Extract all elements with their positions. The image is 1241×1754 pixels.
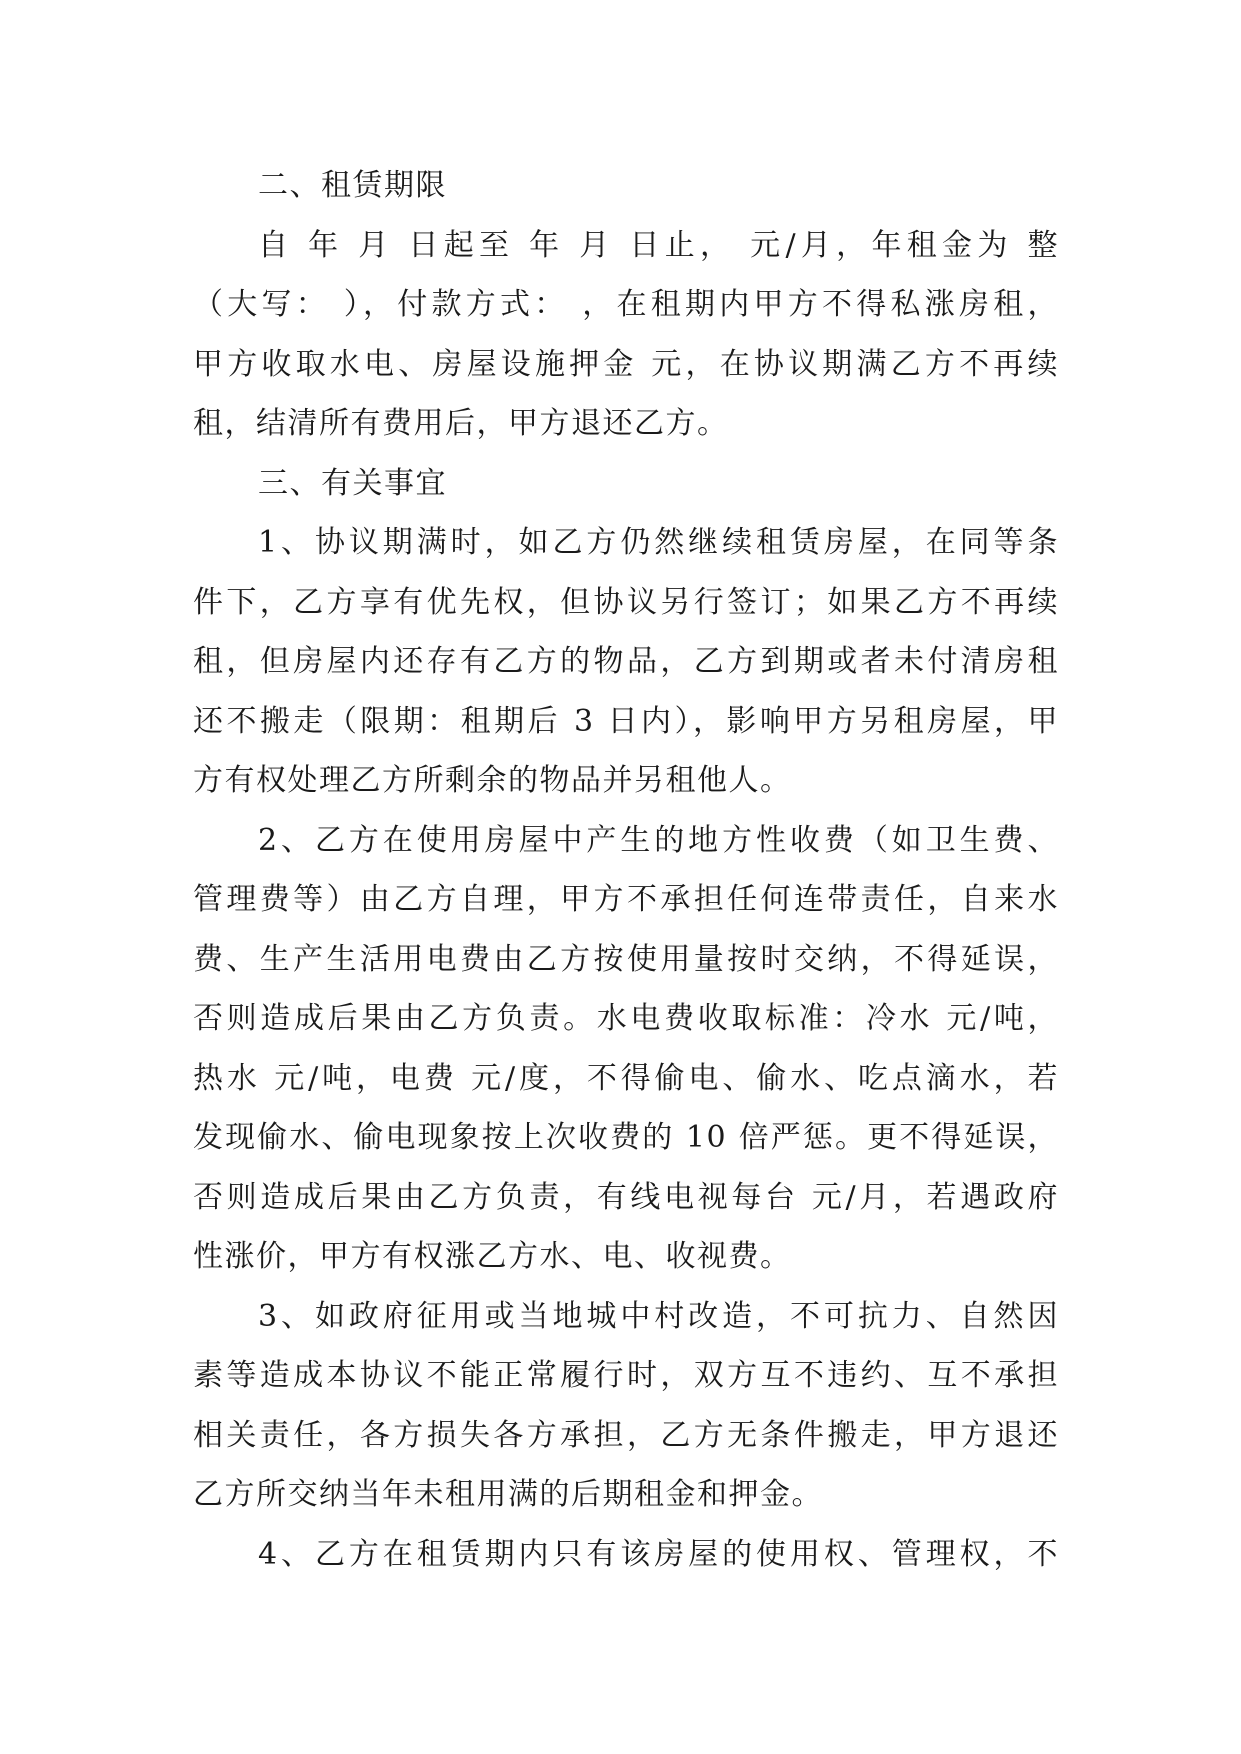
paragraph-line: 否则造成后果由乙方负责。水电费收取标准：冷水 元/吨， [193, 1001, 1059, 1036]
paragraph-line: 素等造成本协议不能正常履行时，双方互不违约、互不承担 [193, 1358, 1059, 1393]
section-lease-term [193, 156, 1059, 454]
paragraph-line: 性涨价，甲方有权涨乙方水、电、收视费。 [193, 1239, 792, 1274]
clause-item-1 [193, 513, 1059, 811]
paragraph-line: 自 年 月 日起至 年 月 日止， 元/月，年租金为 整 [258, 227, 1059, 263]
paragraph-line: 管理费等）由乙方自理，甲方不承担任何连带责任，自来水 [193, 882, 1059, 917]
paragraph-line: 相关责任，各方损失各方承担，乙方无条件搬走，甲方退还 [193, 1417, 1059, 1453]
section-heading: 三、有关事宜 [258, 465, 447, 501]
paragraph-line: 费、生产生活用电费由乙方按使用量按时交纳，不得延误， [193, 941, 1059, 977]
paragraph-line: 4、乙方在租赁期内只有该房屋的使用权、管理权，不 [258, 1536, 1059, 1572]
paragraph-line: 1、协议期满时，如乙方仍然继续租赁房屋，在同等条 [258, 525, 1059, 560]
paragraph-line: 发现偷水、偷电现象按上次收费的 10 倍严惩。更不得延误， [193, 1120, 1059, 1155]
paragraph-line: （大写： ），付款方式： ，在租期内甲方不得私涨房租， [193, 287, 1059, 322]
paragraph-line: 租，结清所有费用后，甲方退还乙方。 [193, 406, 729, 441]
section-related-matters [193, 454, 1059, 1585]
paragraph [193, 216, 1059, 454]
paragraph-line: 还不搬走（限期：租期后 3 日内），影响甲方另租房屋，甲 [193, 703, 1059, 739]
clause-item-4 [193, 1525, 1059, 1585]
paragraph-line: 方有权处理乙方所剩余的物品并另租他人。 [193, 763, 792, 798]
paragraph-line: 热水 元/吨，电费 元/度，不得偷电、偷水、吃点滴水，若 [193, 1060, 1059, 1096]
paragraph-line: 件下，乙方享有优先权，但协议另行签订；如果乙方不再续 [193, 584, 1059, 620]
clause-item-3 [193, 1287, 1059, 1525]
paragraph-line: 3、如政府征用或当地城中村改造，不可抗力、自然因 [258, 1298, 1059, 1334]
paragraph-line: 乙方所交纳当年未租用满的后期租金和押金。 [193, 1477, 823, 1512]
paragraph-line: 租，但房屋内还存有乙方的物品，乙方到期或者未付清房租 [193, 644, 1059, 679]
paragraph-line: 否则造成后果由乙方负责，有线电视每台 元/月，若遇政府 [193, 1179, 1059, 1215]
paragraph-line: 2、乙方在使用房屋中产生的地方性收费（如卫生费、 [258, 822, 1059, 858]
paragraph-line: 甲方收取水电、房屋设施押金 元，在协议期满乙方不再续 [193, 346, 1059, 382]
clause-item-2 [193, 811, 1059, 1287]
section-heading: 二、租赁期限 [258, 168, 447, 203]
document-body [193, 156, 1059, 1584]
